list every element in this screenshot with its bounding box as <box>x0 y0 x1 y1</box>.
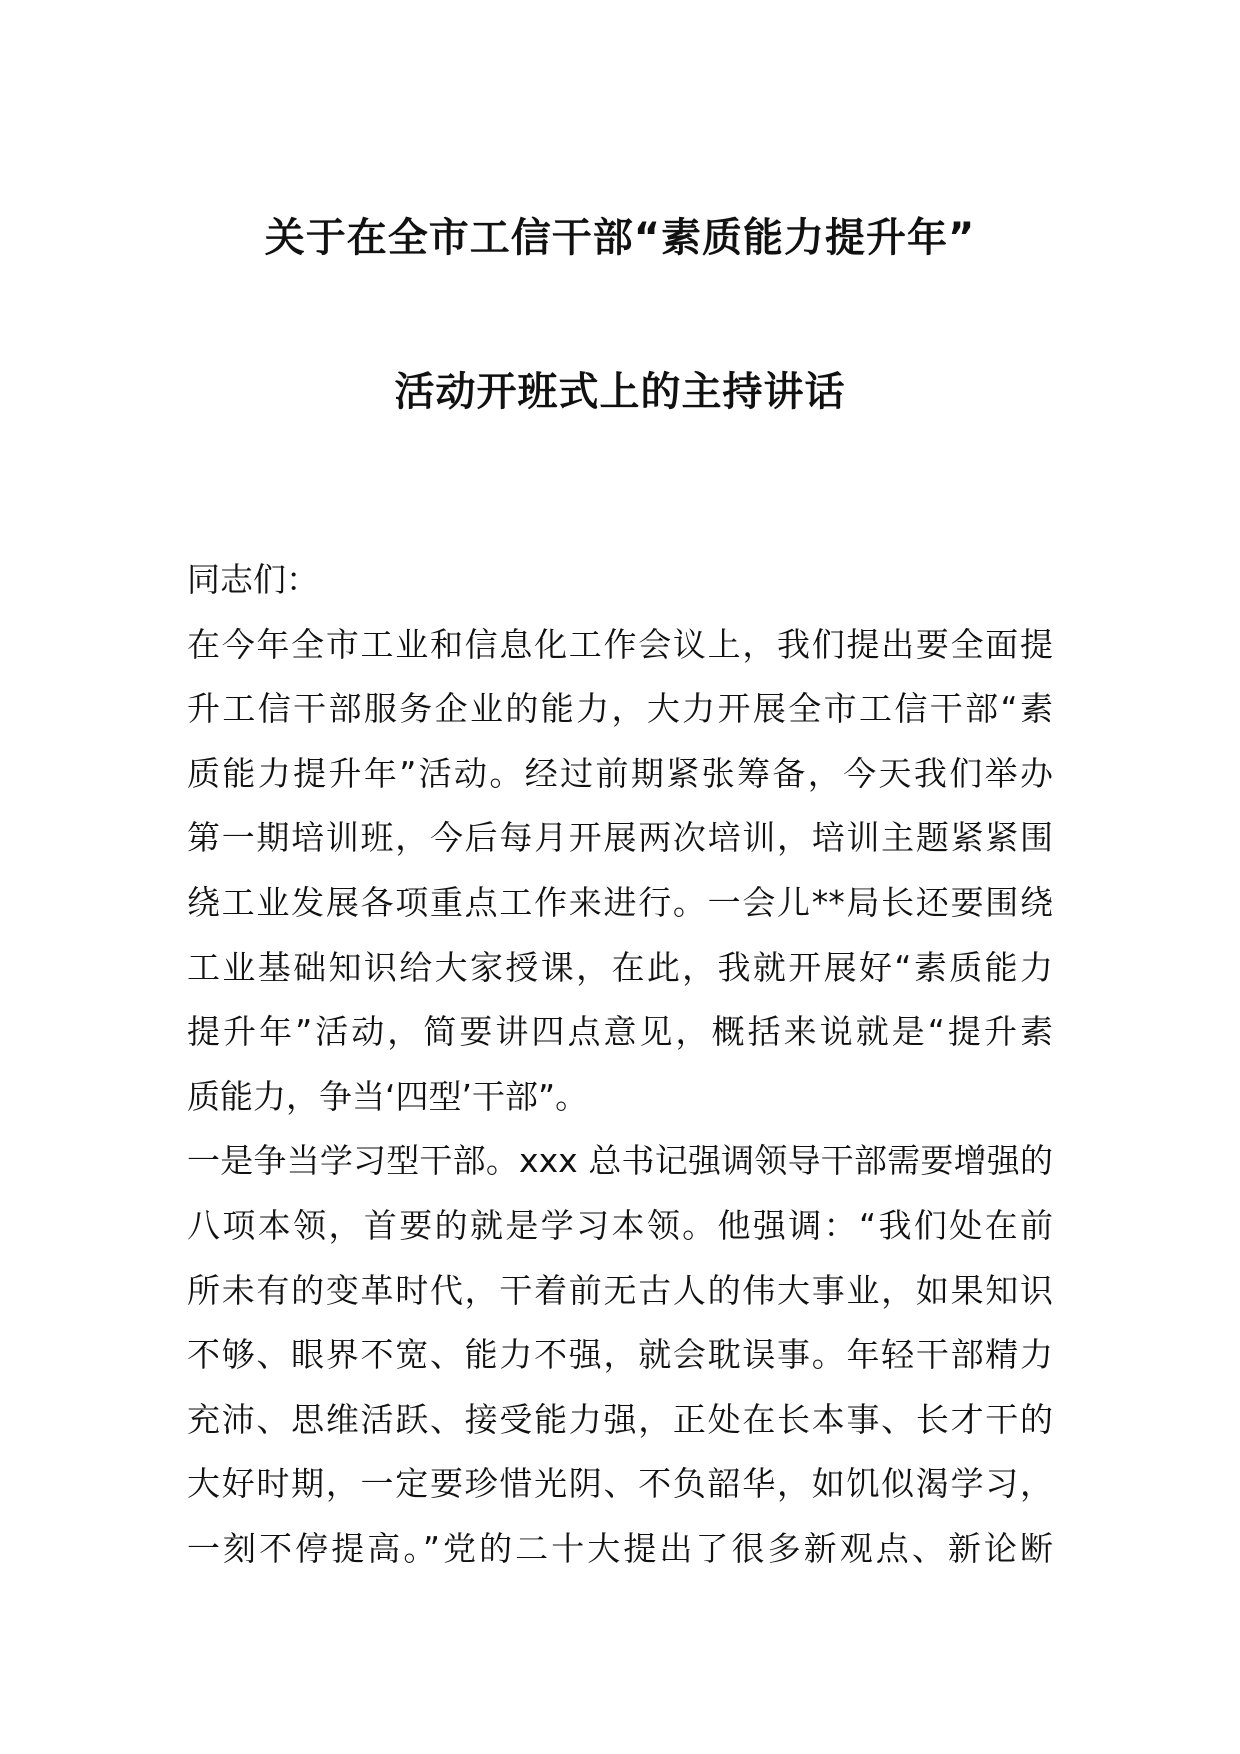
body-line: 工业基础知识给大家授课，在此，我就开展好“素质能力 <box>187 947 1053 987</box>
document-title-line-1: 关于在全市工信干部“素质能力提升年” <box>264 215 976 261</box>
body-line: 第一期培训班，今后每月开展两次培训，培训主题紧紧围 <box>187 818 1053 858</box>
body-line: 质能力提升年”活动。经过前期紧张筹备，今天我们举办 <box>187 753 1053 793</box>
body-line: 大好时期，一定要珍惜光阴、不负韶华，如饥似渴学习， <box>187 1464 1053 1504</box>
body-line: 提升年”活动，简要讲四点意见，概括来说就是“提升素 <box>187 1012 1053 1052</box>
body-line: 一刻不停提高。”党的二十大提出了很多新观点、新论断 <box>187 1528 1053 1568</box>
salutation: 同志们： <box>187 560 319 599</box>
body-line: 一是争当学习型干部。xxx 总书记强调领导干部需要增强的 <box>187 1141 1053 1181</box>
body-line: 充沛、思维活跃、接受能力强，正处在长本事、长才干的 <box>187 1399 1053 1439</box>
body-line: 不够、眼界不宽、能力不强，就会耽误事。年轻干部精力 <box>187 1335 1053 1375</box>
body-line: 八项本领，首要的就是学习本领。他强调：“我们处在前 <box>187 1205 1053 1245</box>
body-line: 质能力，争当‘四型’干部”。 <box>187 1076 589 1116</box>
body-line: 升工信干部服务企业的能力，大力开展全市工信干部“素 <box>187 689 1053 729</box>
body-line: 所未有的变革时代，干着前无古人的伟大事业，如果知识 <box>187 1270 1053 1310</box>
body-line: 绕工业发展各项重点工作来进行。一会儿**局长还要围绕 <box>187 882 1053 922</box>
body-line: 在今年全市工业和信息化工作会议上，我们提出要全面提 <box>187 624 1053 664</box>
document-title-line-2: 活动开班式上的主持讲话 <box>394 369 846 415</box>
document-body <box>187 548 1053 1582</box>
